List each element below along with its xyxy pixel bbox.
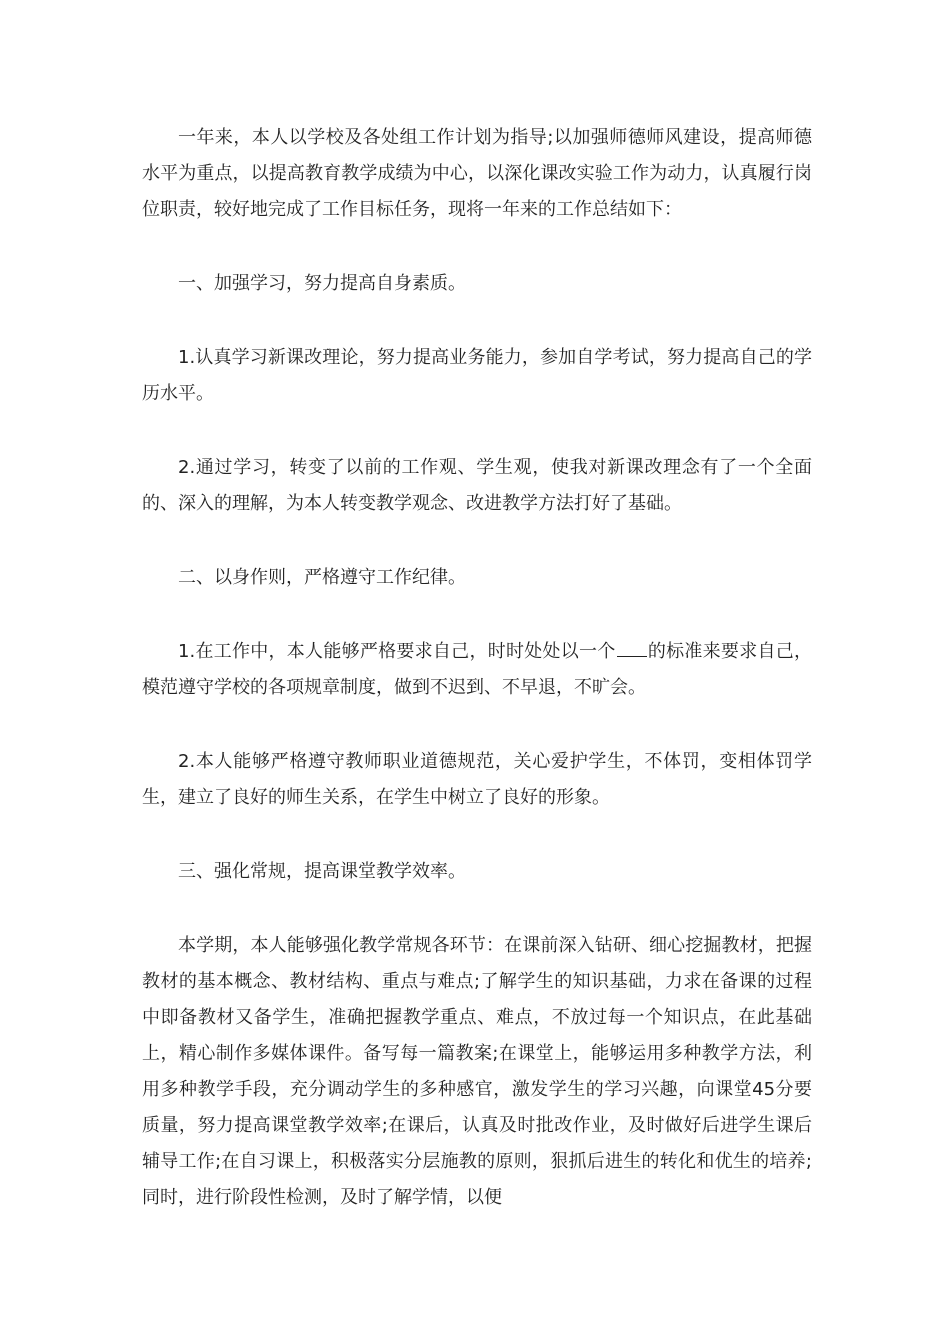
section-heading-1: 一、加强学习，努力提高自身素质。: [178, 273, 466, 294]
intro-paragraph: 一年来，本人以学校及各处组工作计划为指导;以加强师德师风建设，提高师德水平为重点，以提高教育教学成绩为中心，以深化课改实验工作为动力，认真履行岗位职责，较好地完成了工作目标任务，现将一年来的工作总结如下：: [142, 127, 812, 220]
fill-in-blank: [617, 638, 647, 657]
paragraph-2-1-before: 1.在工作中，本人能够严格要求自己，时时处处以一个: [178, 641, 616, 662]
section-heading-2: 二、以身作则，严格遵守工作纪律。: [178, 567, 466, 588]
paragraph-2-1-after: 的标准来要求自己，模范遵守学校的各项规章制度，做到不迟到、不早退，不旷会。: [142, 641, 813, 698]
paragraph-3-1: 本学期，本人能够强化教学常规各环节：在课前深入钻研、细心挖掘教材，把握教材的基本概念、教材结构、重点与难点;了解学生的知识基础，力求在备课的过程中即备教材又备学生，准确把握教学重点、难点，不放过每一个知识点，在此基础上，精心制作多媒体课件。备写每一篇教案;在课堂上，能够运用多种教学方法，利用多种教学手段，充分调动学生的多种感官，激发学生的学习兴趣，向课堂45分要质量，努力提高课堂教学效率;在课后，认真及时批改作业，及时做好后进学生课后辅导工作;在自习课上，积极落实分层施教的原则，狠抓后进生的转化和优生的培养;同时，进行阶段性检测，及时了解学情，以便: [142, 935, 812, 1208]
section-heading-3: 三、强化常规，提高课堂教学效率。: [178, 861, 466, 882]
paragraph-2-2: 2.本人能够严格遵守教师职业道德规范，关心爱护学生，不体罚，变相体罚学生，建立了良好的师生关系，在学生中树立了良好的形象。: [142, 751, 812, 808]
paragraph-2-1: [142, 634, 812, 706]
document-body: [142, 120, 812, 1216]
paragraph-1-2: 2.通过学习，转变了以前的工作观、学生观，使我对新课改理念有了一个全面的、深入的理解，为本人转变教学观念、改进教学方法打好了基础。: [142, 457, 812, 514]
paragraph-1-1: 1.认真学习新课改理论，努力提高业务能力，参加自学考试，努力提高自己的学历水平。: [142, 347, 812, 404]
